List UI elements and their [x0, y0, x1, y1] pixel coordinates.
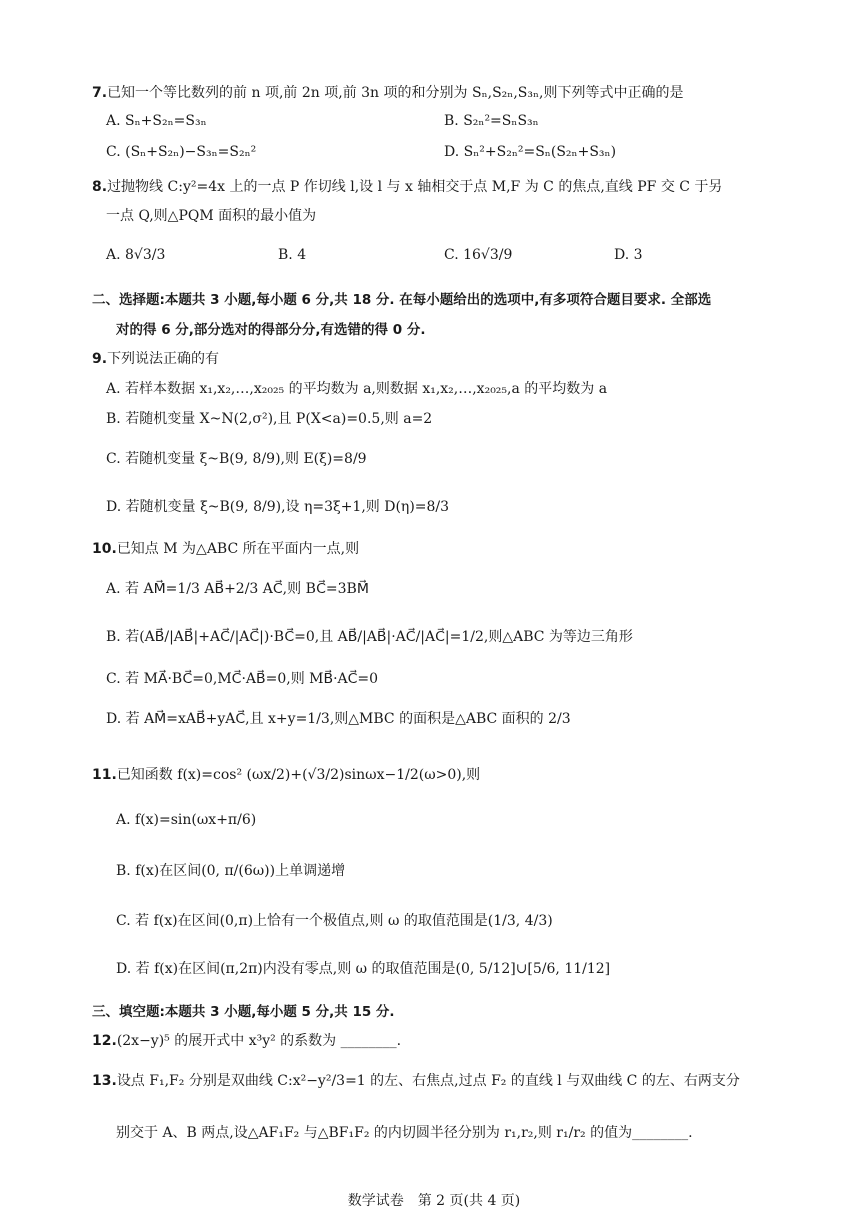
option-b: B. 若随机变量 X~N(2,σ²),且 P(X<a)=0.5,则 a=2 — [106, 411, 433, 427]
option-c: C. 若 f(x)在区间(0,π)上恰有一个极值点,则 ω 的取值范围是(1/3, 4/3) — [116, 913, 553, 929]
option-b: B. S₂ₙ²=SₙS₃ₙ — [444, 113, 539, 129]
option-b: B. 若(AB⃗/|AB⃗|+AC⃗/|AC⃗|)·BC⃗=0,且 AB⃗/|AB⃗|·AC⃗/|AC⃗|=1/2,则△ABC 为等边三角形 — [106, 629, 633, 645]
option-c: C. 若随机变量 ξ~B(9, 8/9),则 E(ξ)=8/9 — [106, 451, 367, 467]
question-12 — [92, 1030, 401, 1050]
question-8 — [92, 176, 722, 196]
question-stem: 过抛物线 C:y²=4x 上的一点 P 作切线 l,设 l 与 x 轴相交于点 M,F 为 C 的焦点,直线 PF 交 C 于另 — [107, 179, 723, 195]
question-stem: 已知函数 f(x)=cos² (ωx/2)+(√3/2)sinωx−1/2(ω>0),则 — [116, 767, 481, 783]
option-a: A. 若样本数据 x₁,x₂,…,x₂₀₂₅ 的平均数为 a,则数据 x₁,x₂,…,x₂₀₂₅,a 的平均数为 a — [106, 381, 608, 397]
option-d: D. 若 AM⃗=xAB⃗+yAC⃗,且 x+y=1/3,则△MBC 的面积是△ABC 面积的 2/3 — [106, 711, 571, 727]
question-number: 8. — [92, 179, 108, 195]
option-d: D. 若随机变量 ξ~B(9, 8/9),设 η=3ξ+1,则 D(η)=8/3 — [106, 499, 450, 515]
option-d: D. 若 f(x)在区间(π,2π)内没有零点,则 ω 的取值范围是(0, 5/12]∪[5/6, 11/12] — [116, 961, 611, 977]
question-stem: 下列说法正确的有 — [107, 351, 220, 367]
question-11 — [92, 764, 480, 784]
option-a: A. f(x)=sin(ωx+π/6) — [116, 812, 257, 828]
question-stem: (2x−y)⁵ 的展开式中 x³y² 的系数为 ________. — [116, 1033, 402, 1049]
question-stem: 已知点 M 为△ABC 所在平面内一点,则 — [116, 541, 360, 557]
question-number: 10. — [92, 541, 117, 557]
option-c: C. 若 MA⃗·BC⃗=0,MC⃗·AB⃗=0,则 MB⃗·AC⃗=0 — [106, 671, 379, 687]
question-number: 12. — [92, 1033, 117, 1049]
option-a: A. Sₙ+S₂ₙ=S₃ₙ — [106, 113, 207, 129]
section-heading-cont: 对的得 6 分,部分选对的得部分分,有选错的得 0 分. — [116, 322, 426, 338]
question-number: 7. — [92, 85, 108, 101]
option-b: B. 4 — [278, 247, 307, 263]
question-number: 13. — [92, 1073, 117, 1089]
page-footer: 数学试卷 第 2 页(共 4 页) — [347, 1193, 521, 1209]
option-c: C. 16√3/9 — [444, 247, 513, 263]
option-c: C. (Sₙ+S₂ₙ)−S₃ₙ=S₂ₙ² — [106, 144, 257, 160]
question-7 — [92, 82, 684, 102]
question-stem-cont: 别交于 A、B 两点,设△AF₁F₂ 与△BF₁F₂ 的内切圆半径分别为 r₁,r₂,则 r₁/r₂ 的值为________. — [116, 1125, 693, 1141]
question-stem-cont: 一点 Q,则△PQM 面积的最小值为 — [106, 208, 317, 224]
question-number: 11. — [92, 767, 117, 783]
question-stem: 已知一个等比数列的前 n 项,前 2n 项,前 3n 项的和分别为 Sₙ,S₂ₙ,S₃ₙ,则下列等式中正确的是 — [107, 85, 684, 101]
question-number: 9. — [92, 351, 108, 367]
option-b: B. f(x)在区间(0, π/(6ω))上单调递增 — [116, 863, 346, 879]
question-stem: 设点 F₁,F₂ 分别是双曲线 C:x²−y²/3=1 的左、右焦点,过点 F₂ 的直线 l 与双曲线 C 的左、右两支分 — [116, 1073, 740, 1089]
option-a: A. 8√3/3 — [106, 247, 166, 263]
section-heading: 二、选择题:本题共 3 小题,每小题 6 分,共 18 分. 在每小题给出的选项中,有多项符合题目要求. 全部选 — [92, 292, 712, 308]
section-heading: 三、填空题:本题共 3 小题,每小题 5 分,共 15 分. — [92, 1004, 395, 1020]
option-d: D. Sₙ²+S₂ₙ²=Sₙ(S₂ₙ+S₃ₙ) — [444, 144, 617, 160]
option-d: D. 3 — [614, 247, 643, 263]
option-a: A. 若 AM⃗=1/3 AB⃗+2/3 AC⃗,则 BC⃗=3BM⃗ — [106, 581, 369, 597]
question-13 — [92, 1070, 740, 1090]
question-9 — [92, 348, 219, 368]
question-10 — [92, 538, 359, 558]
